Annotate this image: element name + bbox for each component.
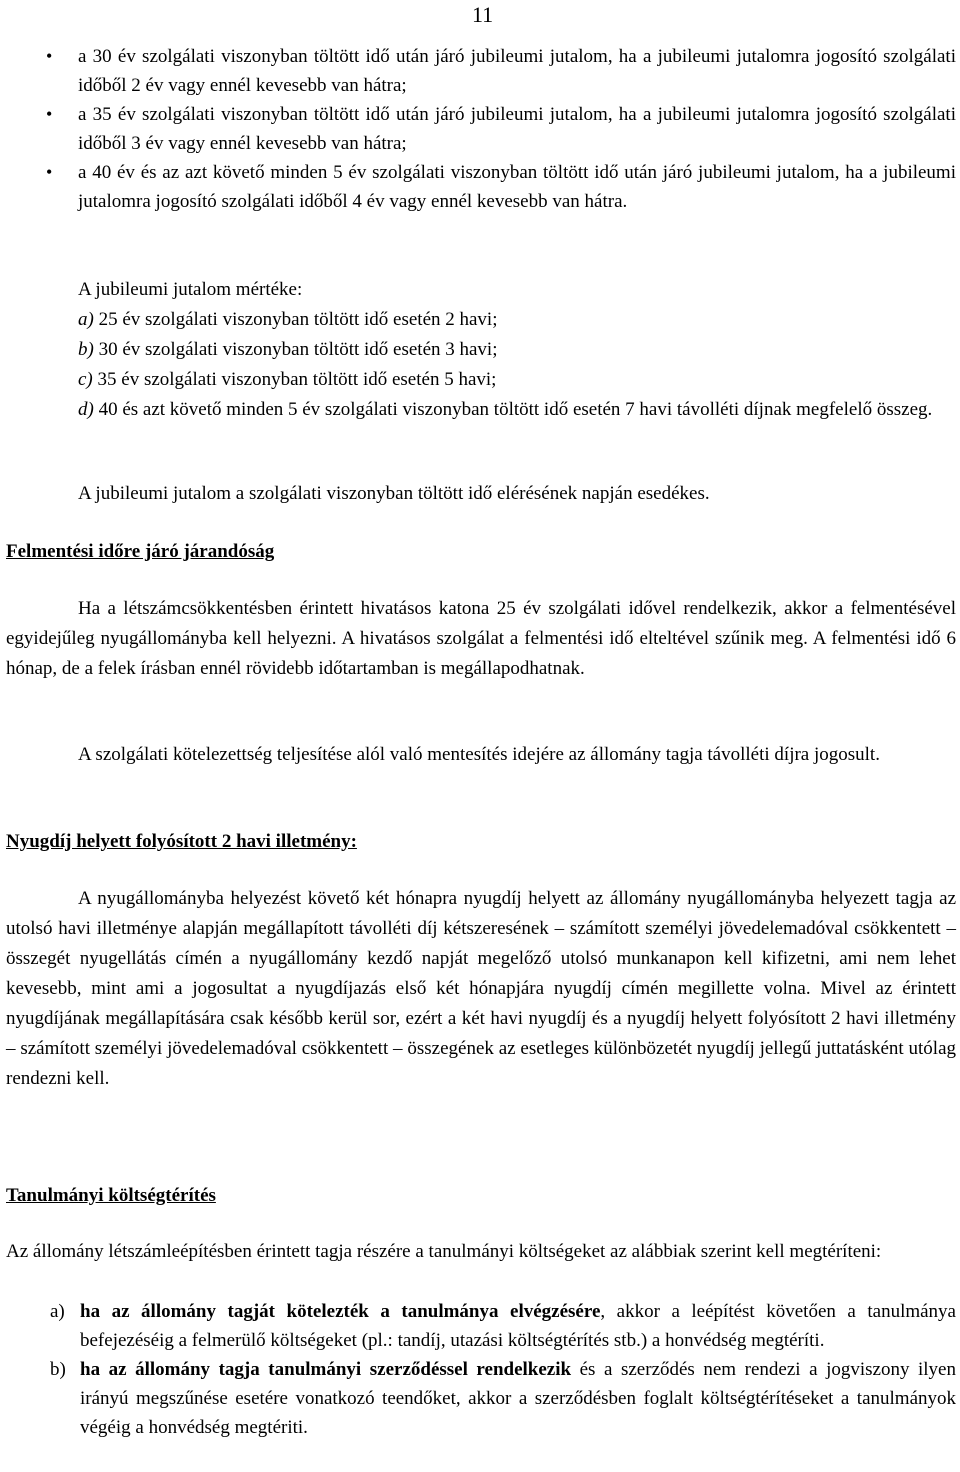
tanulmanyi-intro: Az állomány létszámleépítésben érintett tagja részére a tanulmányi költségeket az alábbiak szerint kell megtéríteni: bbox=[6, 1241, 882, 1262]
felmentes-paragraph-2: A szolgálati kötelezettség teljesítése alól való mentesítés idejére az állomány tagja távolléti díjra jogosult. bbox=[78, 744, 880, 765]
jubileumi-intro: A jubileumi jutalom mértéke: bbox=[78, 279, 303, 300]
list-item: a) ha az állomány tagját kötelezték a tanulmánya elvégzésére, akkor a leépítést követően a tanulmánya befejezéséig a felmerülő költségeket (pl.: tandíj, utazási költségtérítés stb.) a honvédség megtéríti. bbox=[50, 1301, 956, 1351]
list-item: • a 30 év szolgálati viszonyban töltött idő után járó jubileumi jutalom, ha a jubileumi jutalomra jogosító szolgálati időből 2 év vagy ennél kevesebb van hátra; bbox=[6, 42, 956, 100]
list-item: b) ha az állomány tagja tanulmányi szerződéssel rendelkezik és a szerződés nem rendezi a jogviszony ilyen irányú megszűnése esetére vonatkozó teendőket, akkor a szerződésben foglalt költségtérítéseket a tanulmányok végéig a honvédség megtériti. bbox=[50, 1359, 956, 1438]
nyugdij-paragraph: A nyugállományba helyezést követő két hónapra nyugdíj helyett az állomány nyugállományba helyezett tagja az utolsó havi illetménye alapján megállapított távolléti díj kétszeresének – számított személyi jövedelemadóval csökkentett – összegét nyugellátás címén a nyugállomány kezdő napját megelőző utolsó munkanapon kell kifizetni, ami nem lehet kevesebb, mint ami a jogosultat a nyugdíjazás első két hónapjára nyugdíj címén megillette volna. Mivel az érintett nyugdíjának megállapítására csak később kerül sor, ezért a két havi nyugdíj és a nyugdíj helyett folyósított 2 havi illetmény – számított személyi jövedelemadóval csökkentett – összegének az esetleges különbözetét nyugdíj jellegű juttatásként utólag rendezni kell. bbox=[6, 888, 956, 1089]
list-item: c) 35 év szolgálati viszonyban töltött idő esetén 5 havi; bbox=[78, 369, 497, 390]
bullet-icon: • bbox=[46, 46, 53, 66]
list-item: a) 25 év szolgálati viszonyban töltött idő esetén 2 havi; bbox=[78, 309, 498, 330]
section-heading-felmentes: Felmentési időre járó járandóság bbox=[6, 541, 275, 562]
list-item: • a 35 év szolgálati viszonyban töltött idő után járó jubileumi jutalom, ha a jubileumi jutalomra jogosító szolgálati időből 3 év vagy ennél kevesebb van hátra; bbox=[6, 100, 956, 158]
bullet-icon: • bbox=[46, 162, 53, 182]
jubileumi-due: A jubileumi jutalom a szolgálati viszonyban töltött idő elérésének napján esedékes. bbox=[78, 483, 710, 504]
page-number: 11 bbox=[472, 2, 494, 27]
list-item: d) 40 és azt követő minden 5 év szolgálati viszonyban töltött idő esetén 7 havi távolléti díjnak megfelelő összeg. bbox=[78, 399, 933, 420]
tanulmanyi-list bbox=[6, 1297, 956, 1442]
section-heading-tanulmanyi: Tanulmányi költségtérítés bbox=[6, 1185, 216, 1206]
felmentes-paragraph-1: Ha a létszámcsökkentésben érintett hivatásos katona 25 év szolgálati idővel rendelkezik, akkor a felmentésével egyidejűleg nyugállományba kell helyezni. A hivatásos szolgálat a felmentési idő elteltével szűnik meg. A felmentési idő 6 hónap, de a felek írásban ennél rövidebb időtartamban is megállapodhatnak. bbox=[6, 598, 956, 679]
list-item: b) 30 év szolgálati viszonyban töltött idő esetén 3 havi; bbox=[78, 339, 498, 360]
section-heading-nyugdij: Nyugdíj helyett folyósított 2 havi illetmény: bbox=[6, 831, 357, 852]
bullet-icon: • bbox=[46, 104, 53, 124]
list-item: • a 40 év és az azt követő minden 5 év szolgálati viszonyban töltött idő után járó jubileumi jutalom, ha a jubileumi jutalomra jogosító szolgálati időből 4 év vagy ennél kevesebb van hátra. bbox=[6, 158, 956, 216]
bullet-list bbox=[6, 42, 956, 216]
jubileumi-rates bbox=[6, 305, 956, 425]
